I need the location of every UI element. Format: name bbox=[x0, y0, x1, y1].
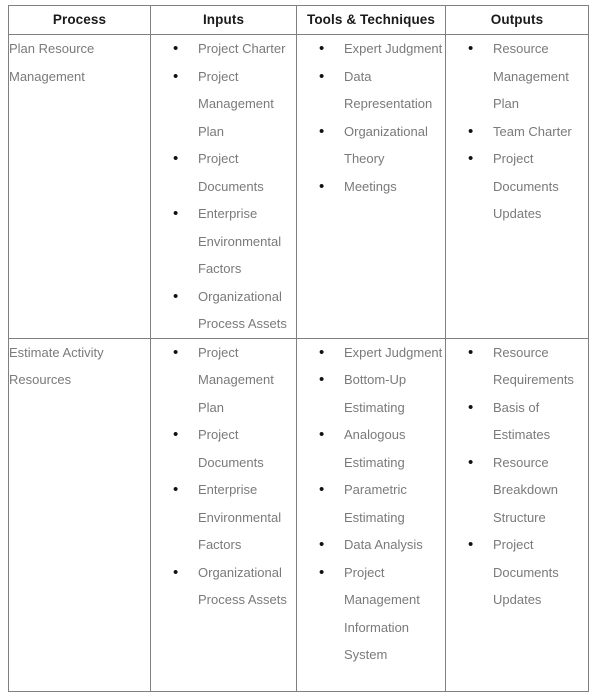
list-item: • Meetings bbox=[319, 173, 445, 201]
column-header-process: Process bbox=[9, 6, 151, 35]
list-item: • Project Management Plan bbox=[173, 339, 296, 422]
list-item: • Expert Judgment bbox=[319, 35, 445, 63]
tools-list bbox=[297, 35, 445, 200]
process-cell bbox=[9, 338, 151, 691]
itto-table bbox=[8, 5, 589, 692]
inputs-list bbox=[151, 35, 296, 338]
column-header-outputs: Outputs bbox=[446, 6, 589, 35]
tools-cell bbox=[297, 35, 446, 339]
process-name: Plan Resource Management bbox=[9, 41, 95, 84]
column-header-inputs: Inputs bbox=[151, 6, 297, 35]
table-body bbox=[9, 35, 589, 692]
list-item: • Analogous Estimating bbox=[319, 421, 445, 476]
list-item: • Resource Management Plan bbox=[468, 35, 588, 118]
inputs-cell bbox=[151, 338, 297, 691]
list-item: • Project Documents Updates bbox=[468, 531, 588, 614]
list-item: • Resource Requirements bbox=[468, 339, 588, 394]
list-item: • Project Charter bbox=[173, 35, 296, 63]
outputs-list bbox=[446, 339, 588, 614]
tools-list bbox=[297, 339, 445, 669]
list-item: • Data Representation bbox=[319, 63, 445, 118]
list-item: • Project Documents bbox=[173, 421, 296, 476]
table-row bbox=[9, 35, 589, 339]
inputs-cell bbox=[151, 35, 297, 339]
list-item: • Resource Breakdown Structure bbox=[468, 449, 588, 532]
list-item: • Bottom-Up Estimating bbox=[319, 366, 445, 421]
list-item: • Enterprise Environmental Factors bbox=[173, 476, 296, 559]
list-item: • Project Management Plan bbox=[173, 63, 296, 146]
table-header-row bbox=[9, 6, 589, 35]
list-item: • Organizational Theory bbox=[319, 118, 445, 173]
inputs-list bbox=[151, 339, 296, 614]
list-item: • Project Management Information System bbox=[319, 559, 445, 669]
process-cell bbox=[9, 35, 151, 339]
column-header-tools-and-techniques: Tools & Techniques bbox=[297, 6, 446, 35]
outputs-list bbox=[446, 35, 588, 228]
process-name: Estimate Activity Resources bbox=[9, 344, 104, 387]
list-item: • Organizational Process Assets bbox=[173, 283, 296, 338]
list-item: • Organizational Process Assets bbox=[173, 559, 296, 614]
tools-cell bbox=[297, 338, 446, 691]
list-item: • Project Documents bbox=[173, 145, 296, 200]
outputs-cell bbox=[446, 35, 589, 339]
list-item: • Basis of Estimates bbox=[468, 394, 588, 449]
list-item: • Enterprise Environmental Factors bbox=[173, 200, 296, 283]
list-item: • Parametric Estimating bbox=[319, 476, 445, 531]
table-row bbox=[9, 338, 589, 691]
table-header bbox=[9, 6, 589, 35]
outputs-cell bbox=[446, 338, 589, 691]
list-item: • Expert Judgment bbox=[319, 339, 445, 367]
list-item: • Data Analysis bbox=[319, 531, 445, 559]
list-item: • Team Charter bbox=[468, 118, 588, 146]
list-item: • Project Documents Updates bbox=[468, 145, 588, 228]
